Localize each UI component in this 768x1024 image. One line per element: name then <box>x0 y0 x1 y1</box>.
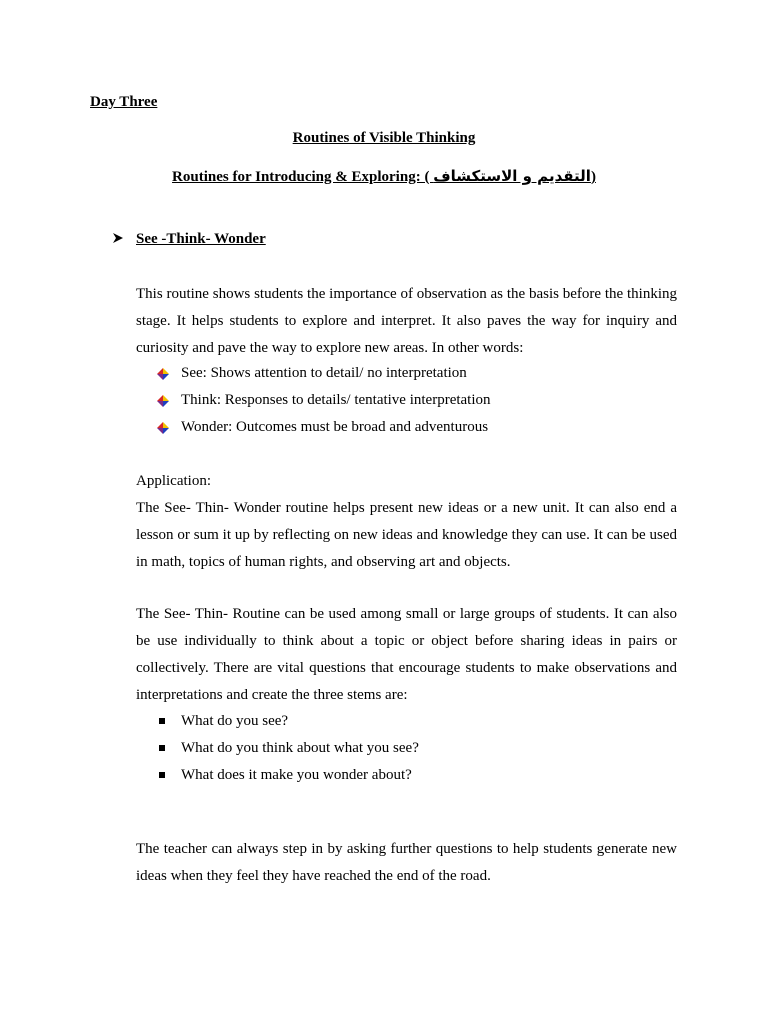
questions-list <box>136 708 677 789</box>
list-item <box>136 414 677 441</box>
stages-list <box>136 360 677 441</box>
list-item <box>136 387 677 414</box>
section-heading-label: See -Think- Wonder <box>136 231 266 247</box>
four-color-diamond-bullet-icon <box>157 414 173 441</box>
list-item <box>136 360 677 387</box>
sub-title-suffix: ) <box>590 169 596 185</box>
square-bullet-icon <box>157 735 173 762</box>
stage-text: See: Shows attention to detail/ no interpretation <box>181 365 467 381</box>
list-item <box>136 708 677 735</box>
list-item <box>136 735 677 762</box>
application-paragraph: The See- Thin- Wonder routine helps present new ideas or a new unit. It can also end a lesson or sum it up by reflecting on new ideas and knowledge they can use. It can be used in math, topics of human rights, and observing art and objects. <box>136 500 677 570</box>
sub-title-prefix: Routines for Introducing & Exploring: ( <box>172 169 434 185</box>
closing-paragraph: The teacher can always step in by asking further questions to help students generate new ideas when they feel they have reached the end of the road. <box>136 841 677 884</box>
four-color-diamond-bullet-icon <box>157 360 173 387</box>
intro-paragraph: This routine shows students the importance of observation as the basis before the thinking stage. It helps students to explore and interpret. It also paves the way for inquiry and curiosity and pave the way to explore new areas. In other words: <box>136 286 677 356</box>
groups-paragraph: The See- Thin- Routine can be used among small or large groups of students. It can also be use individually to think about a topic or object before sharing ideas in pairs or collectively. There are vital questions that encourage students to make observations and interpretations and create the three stems are: <box>136 606 677 703</box>
question-text: What do you think about what you see? <box>181 740 419 756</box>
stage-text: Think: Responses to details/ tentative interpretation <box>181 392 491 408</box>
question-text: What does it make you wonder about? <box>181 767 412 783</box>
square-bullet-icon <box>157 708 173 735</box>
question-text: What do you see? <box>181 713 289 729</box>
sub-title <box>0 167 768 186</box>
stage-text: Wonder: Outcomes must be broad and adventurous <box>181 419 489 435</box>
four-color-diamond-bullet-icon <box>157 387 173 414</box>
day-title: Day Three <box>90 94 158 110</box>
square-bullet-icon <box>157 762 173 789</box>
section-heading <box>112 231 266 248</box>
application-label: Application: <box>136 473 211 489</box>
arrowhead-bullet-icon <box>112 231 136 248</box>
sub-title-arabic: التقديم و الاستكشاف <box>433 167 591 185</box>
list-item <box>136 762 677 789</box>
main-title: Routines of Visible Thinking <box>292 130 476 146</box>
